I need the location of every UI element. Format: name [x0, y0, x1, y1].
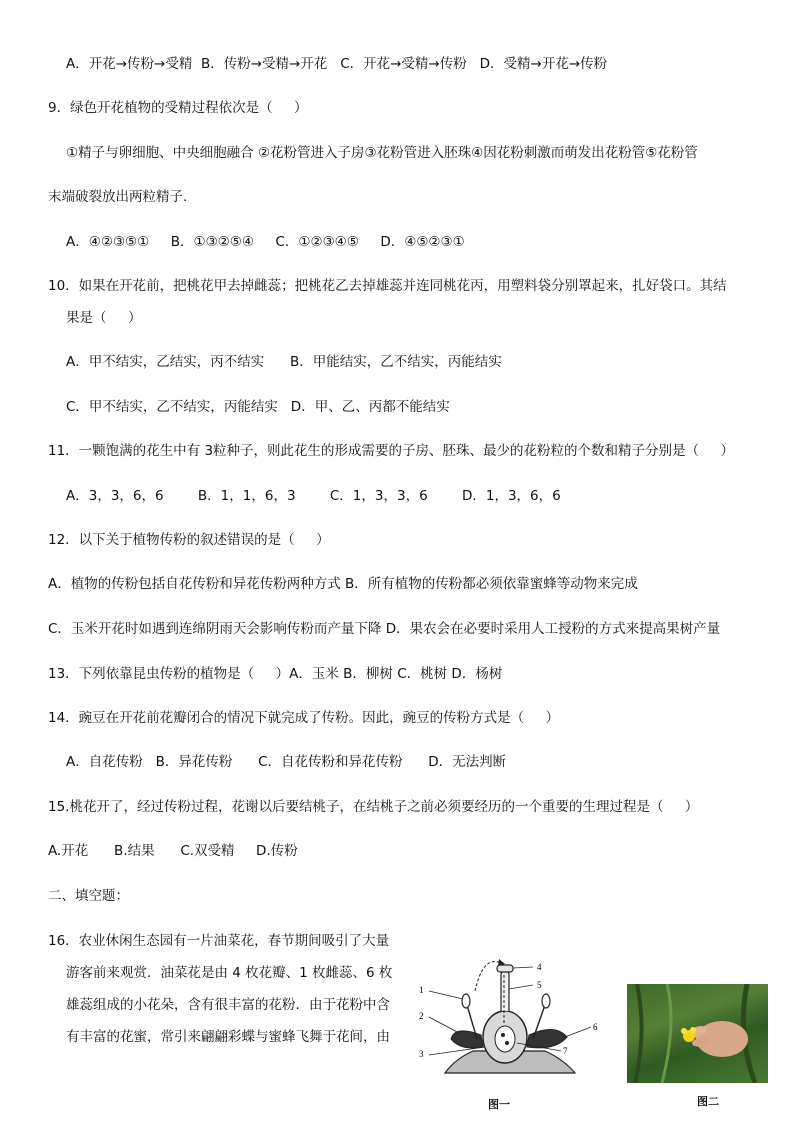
stigma-shape: [497, 965, 513, 972]
label-2: 2: [419, 1011, 424, 1021]
q16-line4: 有丰富的花蜜，常引来翩翩彩蝶与蜜蜂飞舞于花间，由: [66, 1029, 390, 1045]
style-shape: [501, 971, 509, 1011]
q15-options: A.开花 B.结果 C.双受精 D.传粉: [48, 843, 298, 859]
q9-stem: 9．绿色开花植物的受精过程依次是（ ）: [48, 100, 308, 116]
label-4: 4: [537, 962, 542, 972]
q11-options: A．3，3，6，6 B．1，1，6，3 C．1，3，3，6 D．1，3，6，6: [66, 488, 561, 504]
label-3: 3: [419, 1049, 424, 1059]
q16-line3: 雄蕊组成的小花朵，含有很丰富的花粉．由于花粉中含: [66, 997, 390, 1013]
label-6: 6: [593, 1022, 598, 1032]
q9-steps-line2: 末端破裂放出两粒精子.: [48, 189, 188, 205]
q14-stem: 14．豌豆在开花前花瓣闭合的情况下就完成了传粉。因此，豌豆的传粉方式是（ ）: [48, 710, 560, 726]
q11-stem: 11．一颗饱满的花生中有 3粒种子，则此花生的形成需要的子房、胚珠、最少的花粉粒的个数和精子分别是（ ）: [48, 443, 735, 459]
ovule-shape: [495, 1026, 515, 1052]
q12-stem: 12．以下关于植物传粉的叙述错误的是（ ）: [48, 532, 330, 548]
q10-options-line1: A．甲不结实，乙结实，丙不结实 B．甲能结实，乙不结实，丙能结实: [66, 354, 502, 370]
label-5: 5: [537, 980, 542, 990]
section-2-title: 二、填空题：: [48, 888, 129, 904]
q15-stem: 15.桃花开了，经过传粉过程，花谢以后要结桃子，在结桃子之前必须要经历的一个重要的生理过程是（ ）: [48, 799, 699, 815]
q13-stem: 13．下列依靠昆虫传粉的植物是（ ）A．玉米 B．柳树 C．桃树 D．杨树: [48, 666, 503, 682]
q10-options-line2: C．甲不结实，乙不结实，丙能结实 D．甲、乙、丙都不能结实: [66, 399, 450, 415]
q14-options: A．自花传粉 B．异花传粉 C．自花传粉和异花传粉 D．无法判断: [66, 754, 507, 770]
figure1-caption: 图一: [488, 1098, 510, 1111]
figure2-photo: [627, 984, 768, 1083]
q8-options: A．开花→传粉→受精 B．传粉→受精→开花 C．开花→受精→传粉 D．受精→开花→传粉: [66, 56, 608, 72]
q10-stem-line2: 果是（ ）: [66, 310, 142, 326]
label-1: 1: [419, 985, 424, 995]
figure1-flower-diagram: [415, 955, 605, 1085]
figure2-caption: 图二: [697, 1095, 719, 1108]
q12-options-line1: A．植物的传粉包括自花传粉和异花传粉两种方式 B．所有植物的传粉都必须依靠蜜蜂等动物来完成: [48, 576, 638, 592]
q9-options: A．④②③⑤① B．①③②⑤④ C．①②③④⑤ D．④⑤②③①: [66, 234, 465, 250]
q10-stem-line1: 10．如果在开花前，把桃花甲去掉雌蕊；把桃花乙去掉雄蕊并连同桃花丙，用塑料袋分别罩起来，扎好袋口。其结: [48, 278, 727, 294]
q9-steps-line1: ①精子与卵细胞、中央细胞融合 ②花粉管进入子房③花粉管进入胚珠④因花粉刺激而萌发出花粉管⑤花粉管: [66, 145, 698, 161]
left-petal-shape: [451, 1031, 483, 1048]
label-7: 7: [563, 1046, 568, 1056]
q12-options-line2: C．玉米开花时如遇到连绵阴雨天会影响传粉而产量下降 D．果农会在必要时采用人工授粉的方式来提高果树产量: [48, 621, 721, 637]
q16-line1: 16．农业休闲生态园有一片油菜花，春节期间吸引了大量: [48, 933, 390, 949]
q16-line2: 游客前来观赏．油菜花是由 4 枚花瓣、1 枚雌蕊、6 枚: [66, 965, 393, 981]
